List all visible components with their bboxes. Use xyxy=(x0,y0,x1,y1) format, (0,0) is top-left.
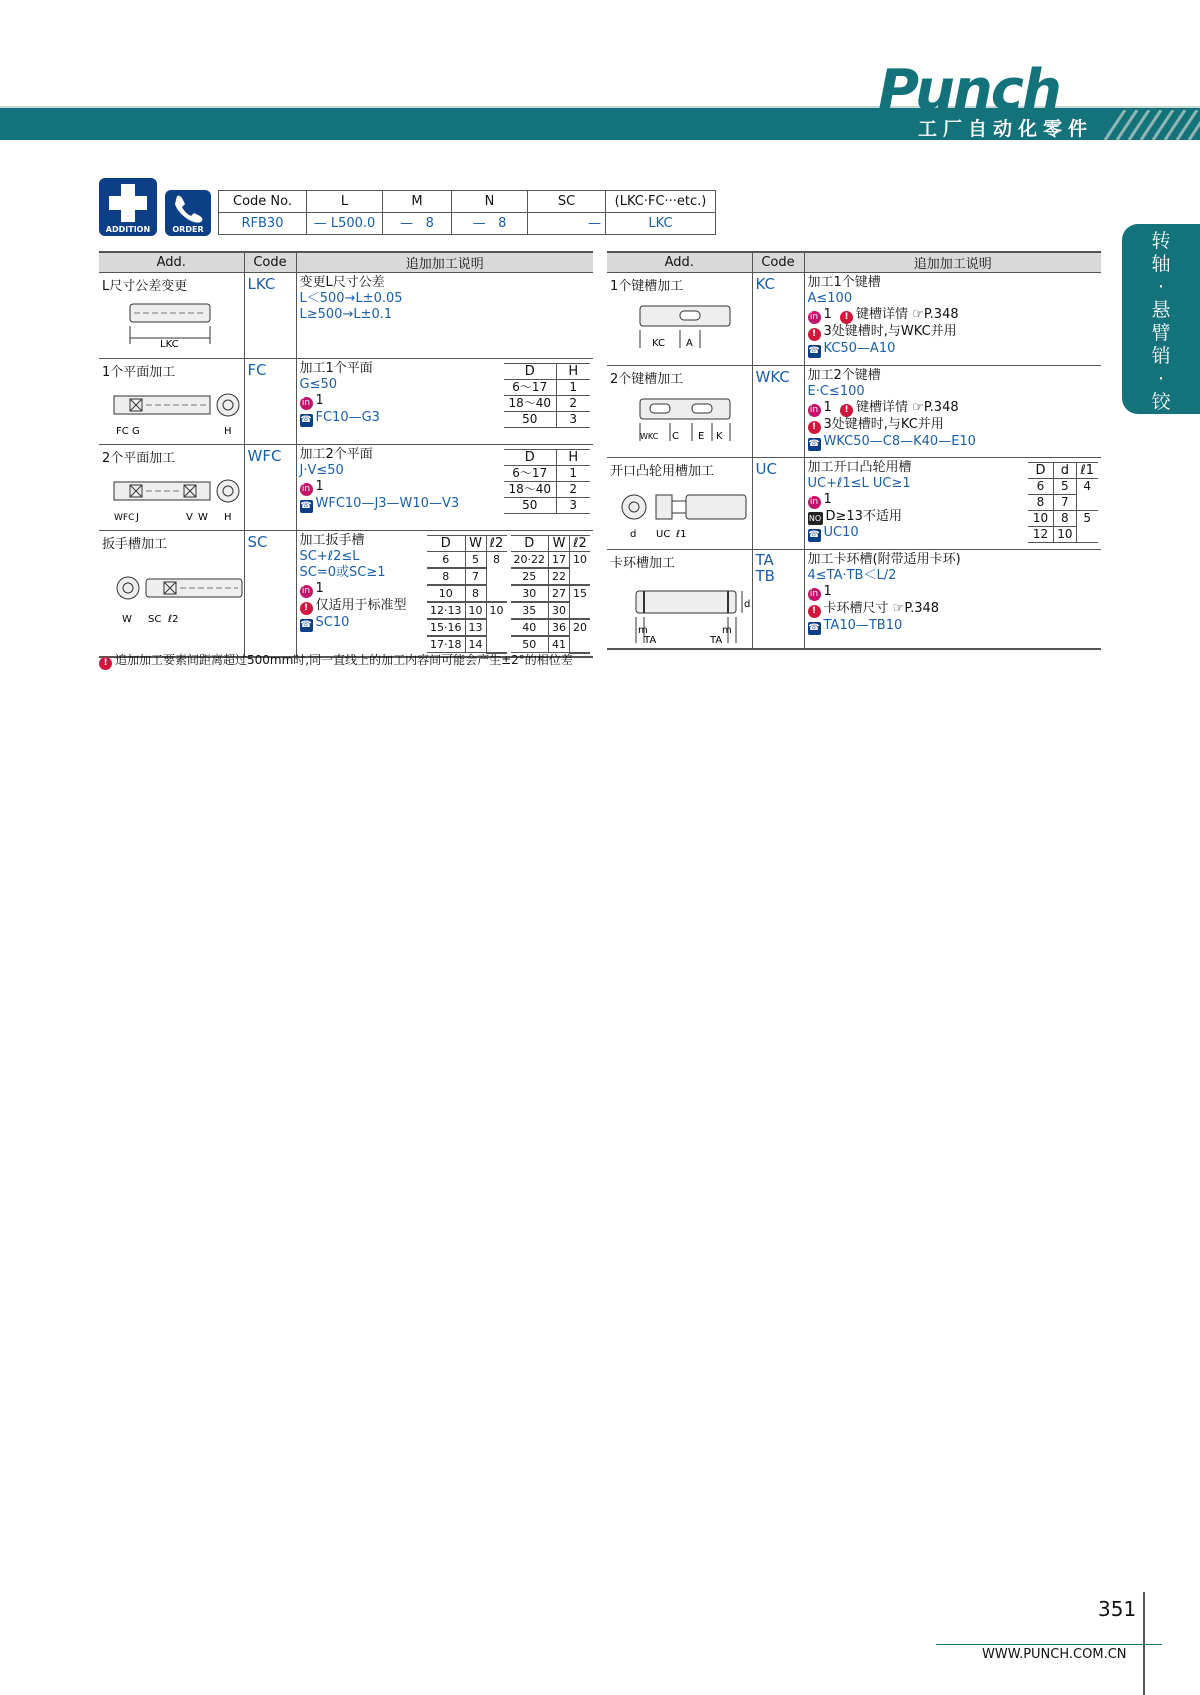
mini-cell: 10 xyxy=(486,602,507,653)
kc-dim-label: KC xyxy=(652,338,665,349)
mini-cell: 25 xyxy=(511,568,549,585)
code-sep: — xyxy=(588,216,601,231)
page-number: 351 xyxy=(1098,1597,1137,1621)
option-code: SC xyxy=(244,531,296,657)
page-ref-icon: ☞ xyxy=(912,400,924,415)
code-header: M xyxy=(383,191,452,213)
uc-mini-table xyxy=(1028,462,1098,543)
wkc-diagram xyxy=(618,393,738,443)
wfc-diagram xyxy=(110,472,245,522)
mini-cell: 35 xyxy=(511,602,549,619)
mini-cell: 8 xyxy=(486,552,507,603)
uc-dim-label: d xyxy=(630,529,637,540)
mini-cell: 12 xyxy=(1028,527,1054,543)
mini-cell: 6～17 xyxy=(504,466,556,482)
code-value-cell xyxy=(383,213,452,235)
mini-cell: 7 xyxy=(1054,495,1076,511)
option-desc xyxy=(296,359,593,445)
col-add: Add. xyxy=(607,252,752,273)
option-name xyxy=(99,531,244,657)
mini-cell: 50 xyxy=(504,412,556,428)
in-stock-icon: in xyxy=(808,496,821,509)
mini-cell: 27 xyxy=(549,585,570,602)
code-header: Code No. xyxy=(219,191,307,213)
desc-line: 卡环槽尺寸 xyxy=(823,601,889,616)
warning-icon: ! xyxy=(840,311,853,324)
mini-cell: 8 xyxy=(1054,511,1076,527)
option-title: 1个键槽加工 xyxy=(610,279,684,294)
page-ref-icon: ☞ xyxy=(912,307,924,322)
option-code: KC xyxy=(752,273,804,366)
in-stock-icon: in xyxy=(808,404,821,417)
code-header: N xyxy=(452,191,528,213)
desc-line: L≥500→L±0.1 xyxy=(299,307,393,322)
option-code: LKC xyxy=(244,273,296,359)
brand-tagline: 工厂自动化零件 xyxy=(918,118,1094,140)
mini-cell: 17·18 xyxy=(427,636,465,653)
option-desc xyxy=(296,445,593,531)
mini-cell: 3 xyxy=(556,498,590,514)
fc-mini-table xyxy=(504,363,590,428)
code-value: RFB30 xyxy=(219,213,307,235)
fc-dim-label: H xyxy=(224,426,232,436)
mini-cell: 5 xyxy=(1076,511,1098,543)
mini-cell: 13 xyxy=(465,619,486,636)
mini-cell: 8 xyxy=(465,585,486,602)
kc-dim-label: A xyxy=(686,338,693,349)
mini-header: ℓ1 xyxy=(1076,463,1098,479)
desc-line: 1 xyxy=(823,492,832,507)
option-code: FC xyxy=(244,359,296,445)
option-name xyxy=(607,366,752,458)
not-available-icon: NO xyxy=(808,514,822,523)
option-code: WKC xyxy=(752,366,804,458)
mini-cell: 10 xyxy=(1028,511,1054,527)
warning-icon: ! xyxy=(300,602,313,615)
option-name xyxy=(99,445,244,531)
code-value: L500.0 xyxy=(330,216,376,231)
mini-cell: 15 xyxy=(570,585,591,619)
mini-header: ℓ2 xyxy=(570,536,591,552)
wfc-dim-label: W xyxy=(198,512,208,522)
desc-line: G≤50 xyxy=(299,377,338,392)
mini-cell: 4 xyxy=(1076,479,1098,511)
mini-cell: 50 xyxy=(511,636,549,653)
mini-cell: 15·16 xyxy=(427,619,465,636)
desc-line: 加工1个平面 xyxy=(299,361,373,376)
wkc-dim-label: K xyxy=(716,431,723,442)
desc-line: 加工2个平面 xyxy=(299,447,373,462)
mini-cell: 1 xyxy=(556,380,590,396)
desc-line: J·V≤50 xyxy=(299,463,344,478)
order-code-icon: ☎ xyxy=(808,623,820,633)
wfc-dim-label: J xyxy=(136,512,139,522)
mini-cell: 10 xyxy=(1054,527,1076,543)
option-title: 2个键槽加工 xyxy=(610,372,684,387)
mini-header: W xyxy=(549,536,570,552)
order-label: ORDER xyxy=(172,225,204,234)
option-title: 2个平面加工 xyxy=(102,451,176,466)
order-code-icon: ☎ xyxy=(808,346,820,356)
desc-line: 键槽详情 xyxy=(856,307,909,322)
in-stock-icon: in xyxy=(300,585,313,598)
ta-dim-label: m xyxy=(638,625,648,636)
option-name xyxy=(607,273,752,366)
desc-line: 3处键槽时,与WKC并用 xyxy=(823,324,957,339)
warning-icon: ! xyxy=(808,421,821,434)
desc-line: 4≤TA·TB＜L/2 xyxy=(807,568,897,583)
col-desc: 追加加工说明 xyxy=(804,252,1101,273)
code-example-table xyxy=(218,190,716,235)
mini-cell: 22 xyxy=(549,568,570,585)
mini-cell: 8 xyxy=(427,568,465,585)
option-title: L尺寸公差变更 xyxy=(102,279,188,294)
footer-line xyxy=(936,1644,1162,1645)
desc-line: D≥13不适用 xyxy=(825,509,902,524)
order-example: KC50—A10 xyxy=(823,341,896,356)
mini-header: D xyxy=(511,536,549,552)
option-title: 开口凸轮用槽加工 xyxy=(610,464,715,479)
brand-logo: Punch xyxy=(878,58,1060,123)
wkc-dim-label: E xyxy=(698,431,705,442)
warning-icon: ! xyxy=(808,605,821,618)
code-value: 8 xyxy=(498,216,507,231)
option-name xyxy=(99,273,244,359)
mini-cell: 17 xyxy=(549,552,570,569)
lkc-dim-label: LKC xyxy=(160,339,179,348)
option-code-ta: TA xyxy=(755,551,774,569)
sc-mini-table-a xyxy=(427,535,507,654)
option-code xyxy=(752,550,804,649)
sc-diagram xyxy=(110,558,245,628)
page-ref-icon: ☞ xyxy=(892,601,905,616)
order-code-icon: ☎ xyxy=(808,530,820,540)
footnote-text: 追加加工要素间距离超过500mm时,同一直线上的加工内容间可能会产生±2°的相位差 xyxy=(115,653,573,667)
code-sep: — xyxy=(472,216,486,231)
mini-cell: 5 xyxy=(1054,479,1076,495)
code-sep: — xyxy=(400,216,414,231)
wkc-dim-label: WKC xyxy=(640,432,659,441)
desc-line: SC+ℓ2≤L xyxy=(299,549,360,564)
order-phone-icon xyxy=(165,190,211,236)
desc-line: L＜500→L±0.05 xyxy=(299,291,403,306)
wfc-mini-table xyxy=(504,449,590,514)
uc-dim-label: UC xyxy=(656,529,671,540)
option-code: UC xyxy=(752,458,804,550)
code-header: SC xyxy=(528,191,606,213)
mini-cell: 18～40 xyxy=(504,482,556,498)
col-code: Code xyxy=(752,252,804,273)
mini-cell: 6～17 xyxy=(504,380,556,396)
sc-dim-label: SC xyxy=(148,614,162,625)
mini-cell: 6 xyxy=(1028,479,1054,495)
code-sep: — xyxy=(313,216,327,231)
sc-dim-label: W xyxy=(122,614,132,625)
option-name xyxy=(607,458,752,550)
desc-line: 1 xyxy=(315,393,324,408)
desc-line: 加工2个键槽 xyxy=(807,368,881,383)
mini-header: D xyxy=(427,536,465,552)
mini-header: ℓ2 xyxy=(486,536,507,552)
header-stripes xyxy=(1095,110,1200,140)
page-ref[interactable]: P.348 xyxy=(923,307,959,322)
option-desc xyxy=(804,273,1101,366)
mini-cell: 14 xyxy=(465,636,486,653)
mini-cell: 36 xyxy=(549,619,570,636)
mini-header: H xyxy=(556,450,590,466)
option-desc xyxy=(804,366,1101,458)
code-value: LKC xyxy=(606,213,716,235)
wfc-dim-label: V xyxy=(186,512,193,522)
option-code-tb: TB xyxy=(755,567,775,585)
desc-line: 仅适用于标准型 xyxy=(315,598,407,613)
warning-icon: ! xyxy=(808,328,821,341)
mini-cell: 5 xyxy=(465,552,486,569)
fc-dim-label: G xyxy=(132,426,140,436)
footnote xyxy=(99,651,573,670)
warning-icon: ! xyxy=(840,404,853,417)
desc-line: E·C≤100 xyxy=(807,384,865,399)
mini-cell: 7 xyxy=(465,568,486,585)
option-desc xyxy=(804,458,1101,550)
ta-dim-label: TA xyxy=(644,635,657,645)
code-value-cell xyxy=(528,213,606,235)
mini-header: D xyxy=(504,450,556,466)
ta-dim-label: TA xyxy=(710,635,723,645)
sc-dim-label: ℓ2 xyxy=(168,614,179,625)
mini-header: D xyxy=(1028,463,1054,479)
order-code-icon: ☎ xyxy=(300,501,312,511)
mini-header: D xyxy=(504,364,556,380)
mini-cell: 3 xyxy=(556,412,590,428)
mini-cell: 2 xyxy=(556,482,590,498)
mini-cell: 8 xyxy=(1028,495,1054,511)
uc-diagram xyxy=(618,485,753,540)
order-example: UC10 xyxy=(823,525,859,540)
option-name xyxy=(99,359,244,445)
fc-diagram xyxy=(110,386,245,436)
order-example: FC10—G3 xyxy=(315,410,380,425)
option-title: 卡环槽加工 xyxy=(610,556,676,571)
code-header: (LKC·FC···etc.) xyxy=(606,191,716,213)
in-stock-icon: in xyxy=(808,311,821,324)
page-ref[interactable]: P.348 xyxy=(904,601,940,616)
order-code-icon: ☎ xyxy=(300,620,312,630)
desc-line: 1 xyxy=(315,479,324,494)
mini-cell: 2 xyxy=(556,396,590,412)
mini-cell: 18～40 xyxy=(504,396,556,412)
lkc-diagram xyxy=(110,300,220,348)
desc-line: 1 xyxy=(823,584,832,599)
desc-line: A≤100 xyxy=(807,291,853,306)
option-title: 扳手槽加工 xyxy=(102,537,168,552)
code-value-cell xyxy=(452,213,528,235)
order-example: WKC50—C8—K40—E10 xyxy=(823,434,976,449)
order-code-icon: ☎ xyxy=(300,415,312,425)
mini-cell: 20·22 xyxy=(511,552,549,569)
ta-dim-label: d xyxy=(744,599,751,610)
col-code: Code xyxy=(244,252,296,273)
kc-diagram xyxy=(618,300,738,350)
order-code-icon: ☎ xyxy=(808,439,820,449)
order-example: TA10—TB10 xyxy=(823,618,903,633)
mini-cell: 1 xyxy=(556,466,590,482)
ta-diagram xyxy=(618,577,753,645)
mini-cell: 30 xyxy=(511,585,549,602)
mini-cell: 50 xyxy=(504,498,556,514)
section-side-tab[interactable]: 转轴·悬臂销·铰链销 xyxy=(1122,224,1200,414)
in-stock-icon: in xyxy=(300,397,313,410)
mini-header: H xyxy=(556,364,590,380)
option-name xyxy=(607,550,752,649)
in-stock-icon: in xyxy=(300,483,313,496)
mini-cell: 40 xyxy=(511,619,549,636)
wfc-dim-label: H xyxy=(224,512,232,522)
option-desc xyxy=(296,273,593,359)
mini-header: d xyxy=(1054,463,1076,479)
mini-cell: 41 xyxy=(549,636,570,653)
order-example: WFC10—J3—W10—V3 xyxy=(315,496,460,511)
option-title: 1个平面加工 xyxy=(102,365,176,380)
website-link[interactable]: WWW.PUNCH.COM.CN xyxy=(982,1647,1127,1662)
right-options-table xyxy=(607,251,1101,650)
mini-header: W xyxy=(465,536,486,552)
code-value: 8 xyxy=(425,216,434,231)
option-desc xyxy=(296,531,593,657)
order-example: SC10 xyxy=(315,615,350,630)
code-value-cell xyxy=(307,213,383,235)
page-ref[interactable]: P.348 xyxy=(923,400,959,415)
mini-cell: 30 xyxy=(549,602,570,619)
code-header: L xyxy=(307,191,383,213)
left-options-table xyxy=(99,251,593,658)
desc-line: 1 xyxy=(315,581,324,596)
desc-line: 3处键槽时,与KC并用 xyxy=(823,417,944,432)
col-desc: 追加加工说明 xyxy=(296,252,593,273)
mini-cell: 10 xyxy=(465,602,486,619)
wkc-dim-label: C xyxy=(672,431,679,442)
option-desc xyxy=(804,550,1101,649)
mini-cell: 20 xyxy=(570,619,591,653)
mini-cell: 10 xyxy=(570,552,591,586)
wfc-dim-label: WFC xyxy=(114,513,135,522)
warning-icon: ! xyxy=(99,657,112,670)
desc-line: 键槽详情 xyxy=(856,400,909,415)
desc-line: 加工卡环槽(附带适用卡环) xyxy=(807,552,961,567)
desc-line: 加工扳手槽 xyxy=(299,533,365,548)
in-stock-icon: in xyxy=(808,588,821,601)
desc-line: 1 xyxy=(823,400,832,415)
desc-line: 1 xyxy=(823,307,832,322)
desc-line: UC+ℓ1≤L UC≥1 xyxy=(807,476,911,491)
addition-label: ADDITION xyxy=(105,225,151,234)
ta-dim-label: m xyxy=(722,625,732,636)
addition-icon xyxy=(99,178,157,236)
col-add: Add. xyxy=(99,252,244,273)
mini-cell: 12·13 xyxy=(427,602,465,619)
desc-line: SC=0或SC≥1 xyxy=(299,565,386,580)
sc-mini-table-b xyxy=(511,535,591,654)
desc-line: 加工1个键槽 xyxy=(807,275,881,290)
mini-cell: 6 xyxy=(427,552,465,569)
fc-dim-label: FC xyxy=(116,426,129,436)
desc-line: 变更L尺寸公差 xyxy=(299,275,385,290)
option-code: WFC xyxy=(244,445,296,531)
desc-line: 加工开口凸轮用槽 xyxy=(807,460,912,475)
uc-dim-label: ℓ1 xyxy=(676,529,687,540)
mini-cell: 10 xyxy=(427,585,465,602)
